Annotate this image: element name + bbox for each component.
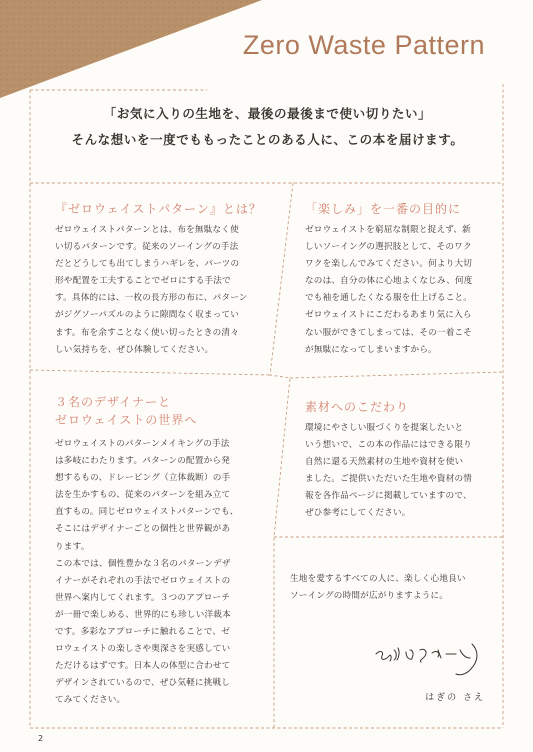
section1-line: い切るパターンです。従来のソーイングの手法: [55, 242, 239, 253]
section4-line: 報を各作品ページに掲載していますので、: [305, 491, 472, 502]
section2-body: [305, 222, 500, 359]
section2-heading: 「楽しみ」を一番の目的に: [305, 202, 462, 216]
section2-line: ワクを楽しんでみてください。何より大切: [305, 259, 473, 270]
section1-heading: 『ゼロウェイストパターン』とは？: [55, 202, 262, 216]
section3-line: 法を生かすもの、従来のパターンを組み立て: [55, 490, 231, 501]
closing-line: 生地を愛するすべての人に、楽しく心地良い: [290, 574, 466, 584]
section3-heading-line-1: ３名のデザイナーと: [55, 395, 172, 409]
closing-message: [290, 571, 495, 605]
intro-line-1: 「お気に入りの生地を、最後の最後まで使い切りたい」: [103, 106, 432, 121]
intro-line-2: そんな想いを一度でももったことのある人に、この本を届けます。: [71, 132, 464, 147]
section1-line: 形や配置を工夫することでゼロにする手法で: [55, 276, 231, 287]
section4-line: 自然に還る天然素材の生地や資材を使い: [305, 457, 464, 468]
section3-line: そこにはデザイナーごとの個性と世界観があ: [55, 524, 231, 535]
section4-line: 環境にやさしい服づくりを提案したいと: [305, 423, 464, 433]
closing-line: ソーイングの時間が広がりますように。: [290, 591, 449, 602]
section3-line: ただけるはずです。日本人の体型に合わせて: [55, 661, 231, 672]
section3-line: 世界へ案内してくれます。３つのアプローチ: [55, 592, 231, 603]
section3-line: は多岐にわたります。パターンの配置から発: [55, 456, 231, 467]
section2-line: ゼロウェイストにこだわるあまり気に入ら: [305, 310, 472, 321]
section1-line: す。具体的には、一枚の長方形の布に、パターン: [55, 293, 248, 304]
section3-line: デザインされているので、ぜひ気軽に挑戦し: [55, 678, 231, 689]
section3-line: この本では、個性豊かな３名のパターンデザ: [55, 558, 231, 569]
section1-line: ます。布を余すことなく使い切ったときの清々: [55, 327, 239, 338]
section2-line: しいソーイングの選択肢として、そのワク: [305, 242, 472, 253]
section2-line: ゼロウェイストを窮屈な制限と捉えず、新: [305, 225, 471, 235]
section3-body: [55, 436, 270, 710]
section3-line: ります。: [55, 541, 90, 552]
section2-line: なのは、自分の体に心地よくなじみ、何度: [305, 276, 473, 287]
section1-line: ゼロウェイストパターンとは、布を無駄なく使: [55, 225, 239, 235]
section3-line: 想するもの、ドレーピング（立体裁断）の手: [55, 473, 231, 484]
section4-line: ぜひ参考にしてください。: [305, 508, 411, 519]
section3-heading-line-2: ゼロウェイストの世界へ: [55, 413, 198, 427]
section3-line: です。多彩なアプローチに触れることで、ゼ: [55, 627, 231, 638]
section1-line: しい気持ちを、ぜひ体験してください。: [55, 344, 214, 355]
signature-logo: [372, 636, 492, 682]
section1-line: がジグソーパズルのように隙間なく収まってい: [55, 310, 240, 321]
section3-line: てみてください。: [55, 695, 126, 706]
section3-line: ロウェイストの楽しさや奥深さを実感してい: [55, 644, 231, 655]
section4-line: いう想いで、この本の作品にはできる限り: [305, 440, 472, 451]
page-title: Zero Waste Pattern: [242, 30, 485, 60]
section4-body: [305, 420, 500, 523]
section2-line: が無駄になってしまいますから。: [305, 344, 437, 355]
section1-body: [55, 222, 275, 359]
section4-heading: 素材へのこだわり: [305, 400, 410, 414]
section1-line: だとどうしても出てしまうハギレを、パーツの: [55, 259, 240, 270]
page-number: 2: [38, 734, 44, 743]
section3-line: が一冊で楽しめる、世界的にも珍しい洋裁本: [55, 609, 231, 620]
signature-name: はぎの さえ: [425, 693, 485, 703]
section3-line: イナーがそれぞれの手法でゼロウェイストの: [55, 575, 231, 586]
section2-line: でも袖を通したくなる服を仕上げること。: [305, 293, 473, 304]
section3-line: ゼロウェイストのパターンメイキングの手法: [55, 439, 230, 449]
section2-line: ない服ができてしまっては、その一着こそ: [305, 327, 473, 338]
section4-line: ました。ご提供いただいた生地や資材の情: [305, 474, 473, 485]
section3-line: 直すもの。同じゼロウェイストパターンでも、: [55, 507, 239, 518]
